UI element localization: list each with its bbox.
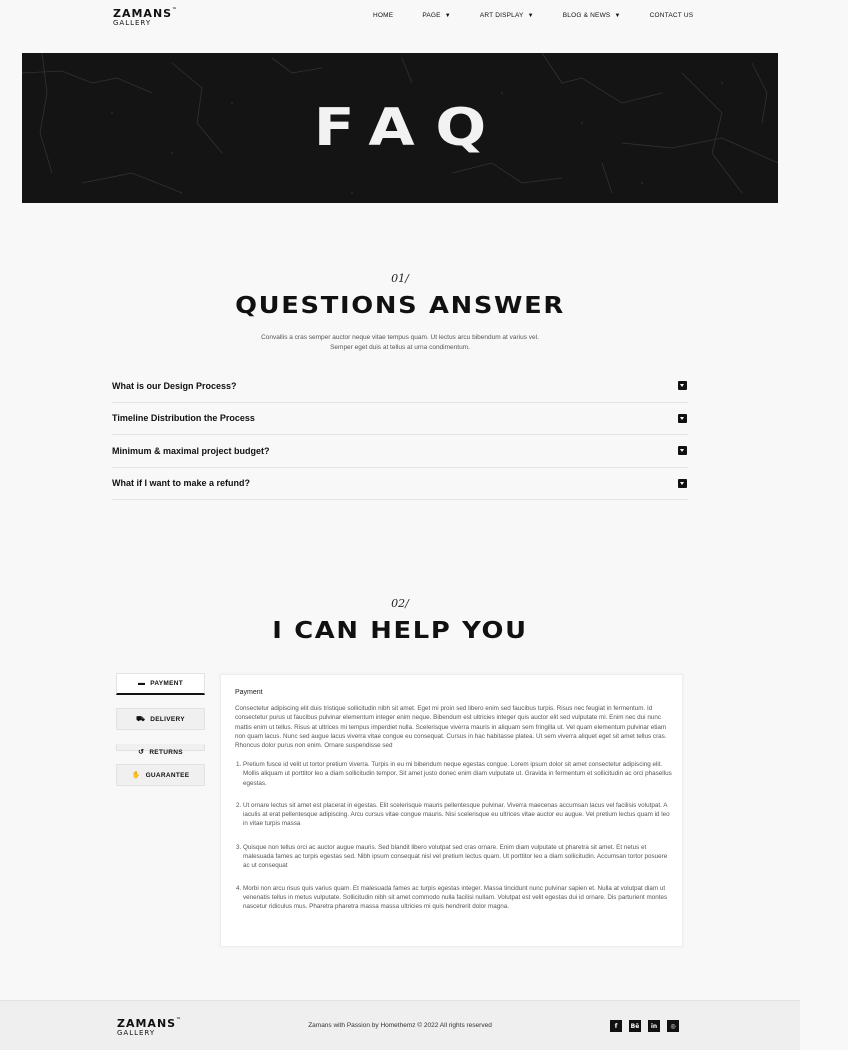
behance-icon[interactable]: Bē <box>629 1020 641 1032</box>
tab-guarantee[interactable]: ✋ GUARANTEE <box>116 764 205 786</box>
list-item: 4. Morbi non arcu risus quis varius quam. Et malesuada fames ac turpis egestas integer. Massa tincidunt nunc pulvinar sapien et. Nulla at volutpat diam ut venenatis tellus in metus vulputate. Sollicitudin nibh sit amet commodo nulla facilisi nullam. Volutpat est velit egestas dui id ornare. Dis parturient montes nascetur ridiculus mus. Pharetra pharetra massa massa ultricies mi quis hendrerit dolor magna. <box>236 884 668 911</box>
faq-question: Timeline Distribution the Process <box>112 413 255 424</box>
faq-question: What if I want to make a refund? <box>112 478 251 489</box>
logo-wordmark: ZAMANS™ <box>117 1017 183 1030</box>
nav-blog-news[interactable]: BLOG & NEWS ▼ <box>562 12 621 19</box>
logo-subtitle: GALLERY <box>117 1029 156 1037</box>
tab-returns[interactable]: ↺ RETURNS <box>116 744 205 751</box>
caret-down-icon: ▼ <box>527 12 534 19</box>
faq-accordion <box>112 370 688 500</box>
logo-wordmark: ZAMANS™ <box>113 7 178 20</box>
section-title: QUESTIONS ANSWER <box>235 293 565 319</box>
caret-down-icon[interactable] <box>678 381 687 390</box>
list-item: 3. Quisque non tellus orci ac auctor augue mauris. Sed blandit libero volutpat sed cras ornare. Enim diam vulputate ut pharetra sit amet. Et netus et malesuada fames ac turpis egestas sed. Nibh ipsum consequat nisl vel pretium lectus quam. Ut porttitor leo a diam sollicitudin. Accumsan tortor posuere ac ut consequat <box>236 843 668 870</box>
facebook-icon[interactable]: f <box>610 1020 622 1032</box>
instagram-icon[interactable]: ◎ <box>667 1020 679 1032</box>
site-header <box>0 0 800 52</box>
nav-contact-us[interactable]: CONTACT US <box>649 12 694 19</box>
tab-payment[interactable]: ▬ PAYMENT <box>116 673 205 695</box>
panel-title: Payment <box>235 689 263 696</box>
caret-down-icon: ▼ <box>444 12 451 19</box>
main-nav <box>373 12 693 19</box>
nav-home[interactable]: HOME <box>373 12 394 19</box>
hand-coin-icon: ✋ <box>131 772 141 779</box>
site-logo[interactable] <box>113 8 177 27</box>
section-title: I CAN HELP YOU <box>272 618 528 644</box>
list-item: 1. Pretium fusce id velit ut tortor pretium viverra. Turpis in eu mi bibendum neque egestas congue. Lorem ipsum dolor sit amet consectetur adipiscing elit. Mollis aliquam ut porttitor leo a diam sollicitudin tempor. Sit amet justo donec enim diam vulputate ut. Gravida in fermentum et sollicitudin ac orci phasellus egestas. <box>236 761 672 787</box>
hero-banner <box>22 53 778 203</box>
linkedin-icon[interactable]: in <box>648 1020 660 1032</box>
caret-down-icon: ▼ <box>614 12 621 19</box>
faq-item[interactable] <box>112 468 688 501</box>
tab-content-panel <box>220 674 683 947</box>
faq-item[interactable] <box>112 370 688 403</box>
site-footer <box>0 1000 800 1050</box>
logo-subtitle: GALLERY <box>113 19 152 27</box>
caret-down-icon[interactable] <box>678 414 687 423</box>
caret-down-icon[interactable] <box>678 479 687 488</box>
panel-list <box>235 760 673 925</box>
return-icon: ↺ <box>138 749 145 756</box>
faq-item[interactable] <box>112 403 688 436</box>
section-subtitle: Convallis a cras semper auctor neque vitae tempus quam. Ut lectus arcu bibendum at varius vel. Semper eget duis at tellus at urna condimentum. <box>261 334 539 351</box>
section-number: 02/ <box>391 597 409 610</box>
nav-art-display[interactable]: ART DISPLAY ▼ <box>479 12 534 19</box>
page-title: FAQ <box>313 98 507 158</box>
credit-card-icon: ▬ <box>137 680 146 687</box>
faq-question: Minimum & maximal project budget? <box>112 445 270 456</box>
copyright-text: Zamans with Passion by Homethemz © 2022 All rights reserved <box>308 1022 492 1029</box>
list-item: 2. Ut ornare lectus sit amet est placerat in egestas. Elit scelerisque mauris pellentesque pulvinar. Viverra maecenas accumsan lacus vel facilisis volutpat. A iaculis at erat pellentesque adipiscing. Arcu cursus vitae congue mauris. Nisi scelerisque eu ultrices vitae auctor eu augue. Vel pretium lectus quam id leo in vitae turpis massa <box>236 801 670 828</box>
faq-question: What is our Design Process? <box>112 380 237 391</box>
section-number: 01/ <box>391 272 409 285</box>
social-links <box>610 1020 686 1032</box>
nav-page[interactable]: PAGE ▼ <box>422 12 451 19</box>
caret-down-icon[interactable] <box>678 446 687 455</box>
panel-intro-text: Consectetur adipiscing elit duis tristique sollicitudin nibh sit amet. Eget mi proin sed libero enim sed faucibus turpis. Risus nec feugiat in fermentum. Id consectetur purus ut faucibus pulvinar elementum integer enim neque. Bibendum est ultricies integer quis auctor elit sed vulputate mi. Enim nec dui nunc mattis enim ut tellus. Risus at ultrices mi tempus imperdiet nulla. Scelerisque viverra mauris in aliquam sem fringilla ut. Vel quam elementum pulvinar etiam non quam lacus. Nunc sed augue lacus viverra vitae congue eu consequat. Cursus in hac habitasse platea. Ut sem viverra aliquet eget sit amet tellus cras. Rhoncus dolor purus non enim. Ornare suspendisse sed <box>235 705 667 750</box>
faq-item[interactable] <box>112 435 688 468</box>
truck-icon: ⛟ <box>136 715 146 723</box>
tab-delivery[interactable]: ⛟ DELIVERY <box>116 708 205 730</box>
